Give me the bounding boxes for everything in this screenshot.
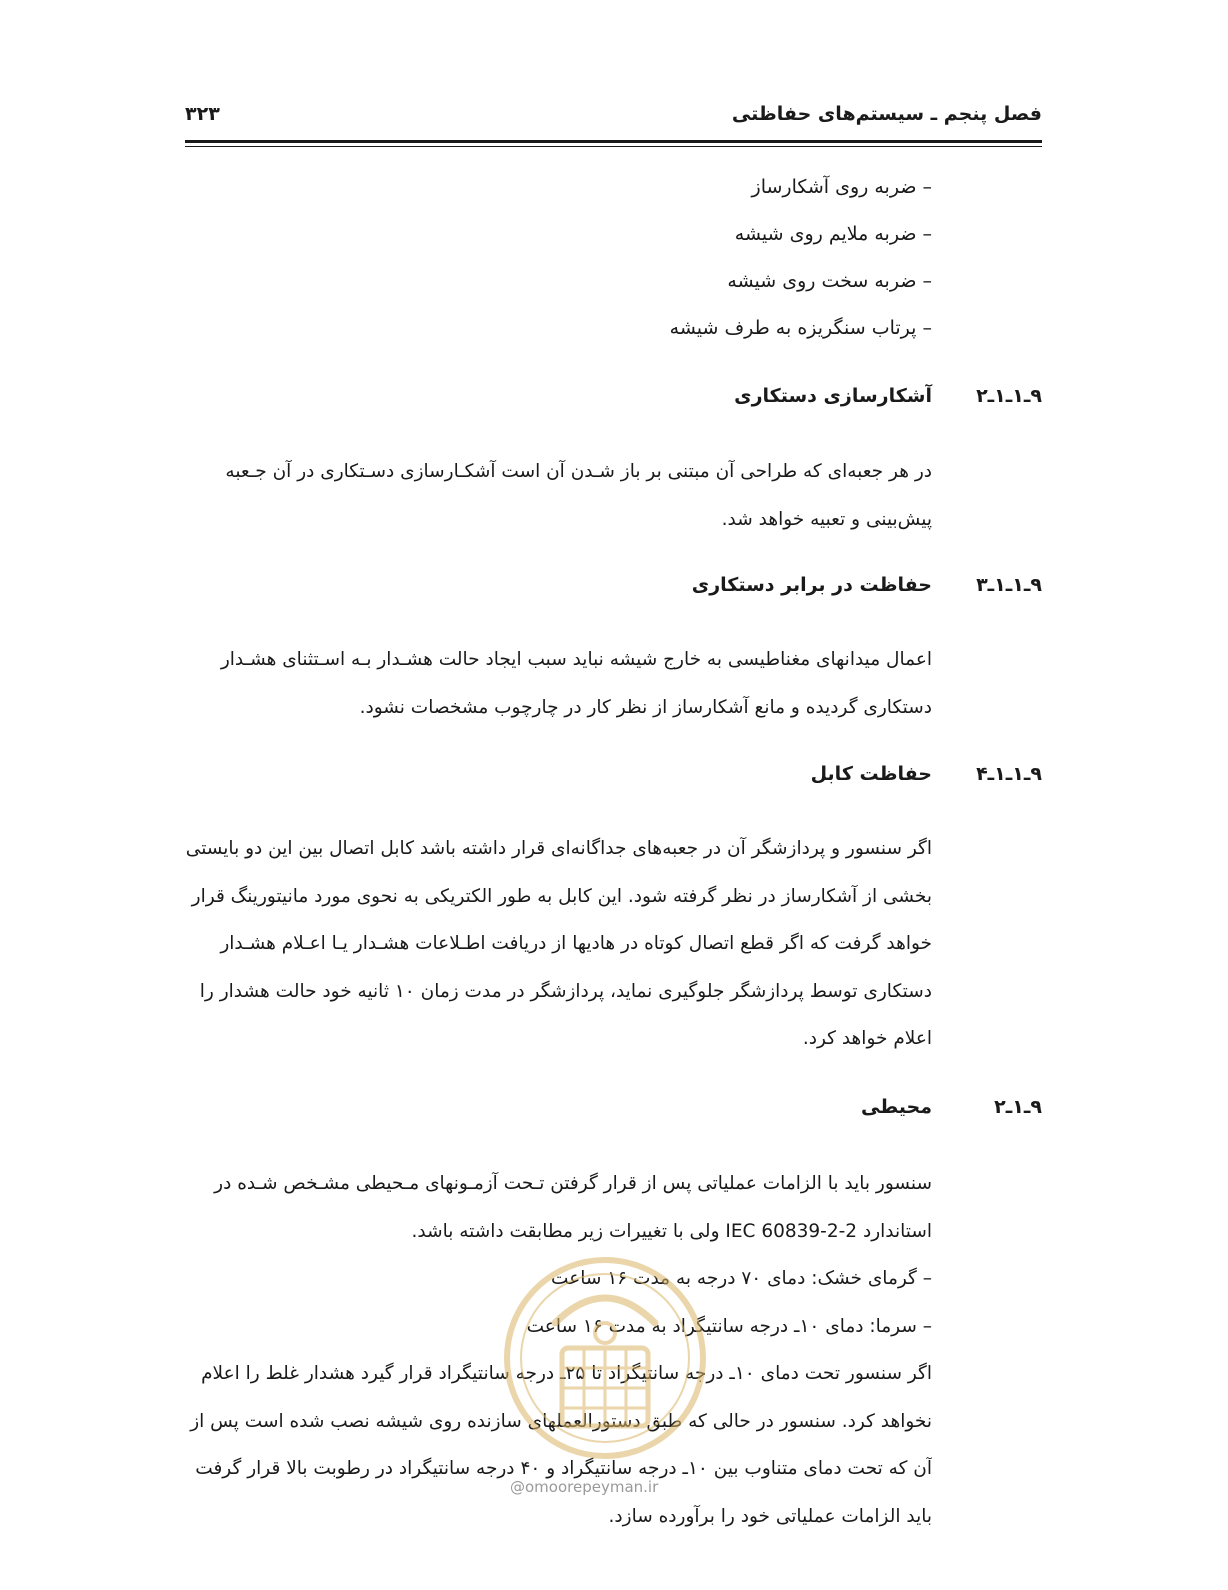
section-number: ۹ـ۱ـ۱ـ۴ (976, 763, 1042, 785)
paragraph-line: دستکاری گردیده و مانع آشکارساز از نظر کار در چارچوب مشخصات نشود. (359, 696, 932, 718)
section-paragraph (184, 636, 932, 731)
paragraph-line: خواهد گرفت که اگر قطع اتصال کوتاه در هادیها از دریافت اطـلاعات هشـدار یـا اعـلام هشـدار (220, 933, 932, 954)
chapter-title: فصل پنجم ـ سیستم‌های حفاظتی (731, 103, 1042, 125)
section-number: ۹ـ۱ـ۱ـ۳ (976, 574, 1042, 596)
section-title: آشکارسازی دستکاری (734, 385, 932, 407)
paragraph-line: اعمال میدانهای مغناطیسی به خارج شیشه نباید سبب ایجاد حالت هشـدار بـه اسـتثنای هشـدار (220, 649, 932, 670)
section-title: محیطی (861, 1096, 932, 1118)
bullet-item: – ضربه سخت روی شیشه (727, 270, 932, 292)
paragraph-line: سنسور باید با الزامات عملیاتی پس از قرار گرفتن تـحت آزمـونهای مـحیطی مشـخص شـده در (214, 1173, 932, 1194)
watermark-logo-icon (500, 1253, 710, 1498)
paragraph-line: اگر سنسور تحت دمای ۱۰ـ درجه سانتیگراد تا ۲۵ـ درجه سانتیگراد قرار گیرد هشدار غلط را اعلام (201, 1363, 932, 1384)
section-heading (185, 385, 1042, 419)
paragraph-line: آن که تحت دمای متناوب بین ۱۰ـ درجه سانتیگراد و ۴۰ درجه سانتیگراد در رطوبت بالا قرار گرفت (195, 1458, 932, 1479)
header-rule-thick (185, 140, 1042, 143)
section-number: ۹ـ۱ـ۲ (994, 1096, 1042, 1118)
section-title: حفاظت در برابر دستکاری (691, 574, 932, 596)
bullet-item: – پرتاب سنگریزه به طرف شیشه (669, 317, 932, 339)
section-heading (185, 1096, 1042, 1130)
paragraph-line: اگر سنسور و پردازشگر آن در جعبه‌های جداگانه‌ای قرار داشته باشد کابل اتصال بین این دو بایستی (185, 838, 932, 859)
paragraph-line: دستکاری توسط پردازشگر جلوگیری نماید، پردازشگر در مدت زمان ۱۰ ثانیه خود حالت هشدار را (199, 980, 932, 1002)
paragraph-line: در هر جعبه‌ای که طراحی آن مبتنی بر باز شـدن آن است آشکـارسازی دسـتکاری در آن جـعبه (225, 461, 932, 482)
bullet-list (372, 170, 932, 358)
watermark-site: @omoorepeyman.ir (510, 1478, 659, 1496)
section-paragraph (184, 448, 932, 543)
paragraph-line: استاندارد IEC 60839-2-2 ولی با تغییرات زیر مطابقت داشته باشد. (411, 1220, 932, 1242)
paragraph-line: بخشی از آشکارساز در نظر گرفته شود. این کابل به طور الکتریکی به نحوی مورد مانیتورینگ قرار (191, 885, 932, 907)
paragraph-line: نخواهد کرد. سنسور در حالی که طبق دستورالعملهای سازنده روی شیشه نصب شده است پس از (190, 1410, 932, 1432)
paragraph-line: باید الزامات عملیاتی خود را برآورده سازد. (608, 1505, 932, 1527)
section-paragraph (184, 825, 932, 1063)
bullet-item: – ضربه روی آشکارساز (751, 176, 932, 198)
section-number: ۹ـ۱ـ۱ـ۲ (976, 385, 1042, 407)
paragraph-line: – سرما: دمای ۱۰ـ درجه سانتیگراد به مدت ۱۶ ساعت (526, 1315, 932, 1337)
paragraph-line: پیش‌بینی و تعبیه خواهد شد. (721, 508, 932, 530)
section-title: حفاظت کابل (810, 763, 932, 785)
bullet-item: – ضربه ملایم روی شیشه (734, 223, 932, 245)
paragraph-line: – گرمای خشک: دمای ۷۰ درجه به مدت ۱۶ ساعت (551, 1268, 932, 1289)
paragraph-line: اعلام خواهد کرد. (802, 1028, 932, 1049)
header-rule-thin (185, 146, 1042, 147)
page-header (185, 103, 1042, 133)
page-number: ۳۲۳ (185, 103, 220, 125)
section-heading (185, 763, 1042, 797)
section-heading (185, 574, 1042, 608)
